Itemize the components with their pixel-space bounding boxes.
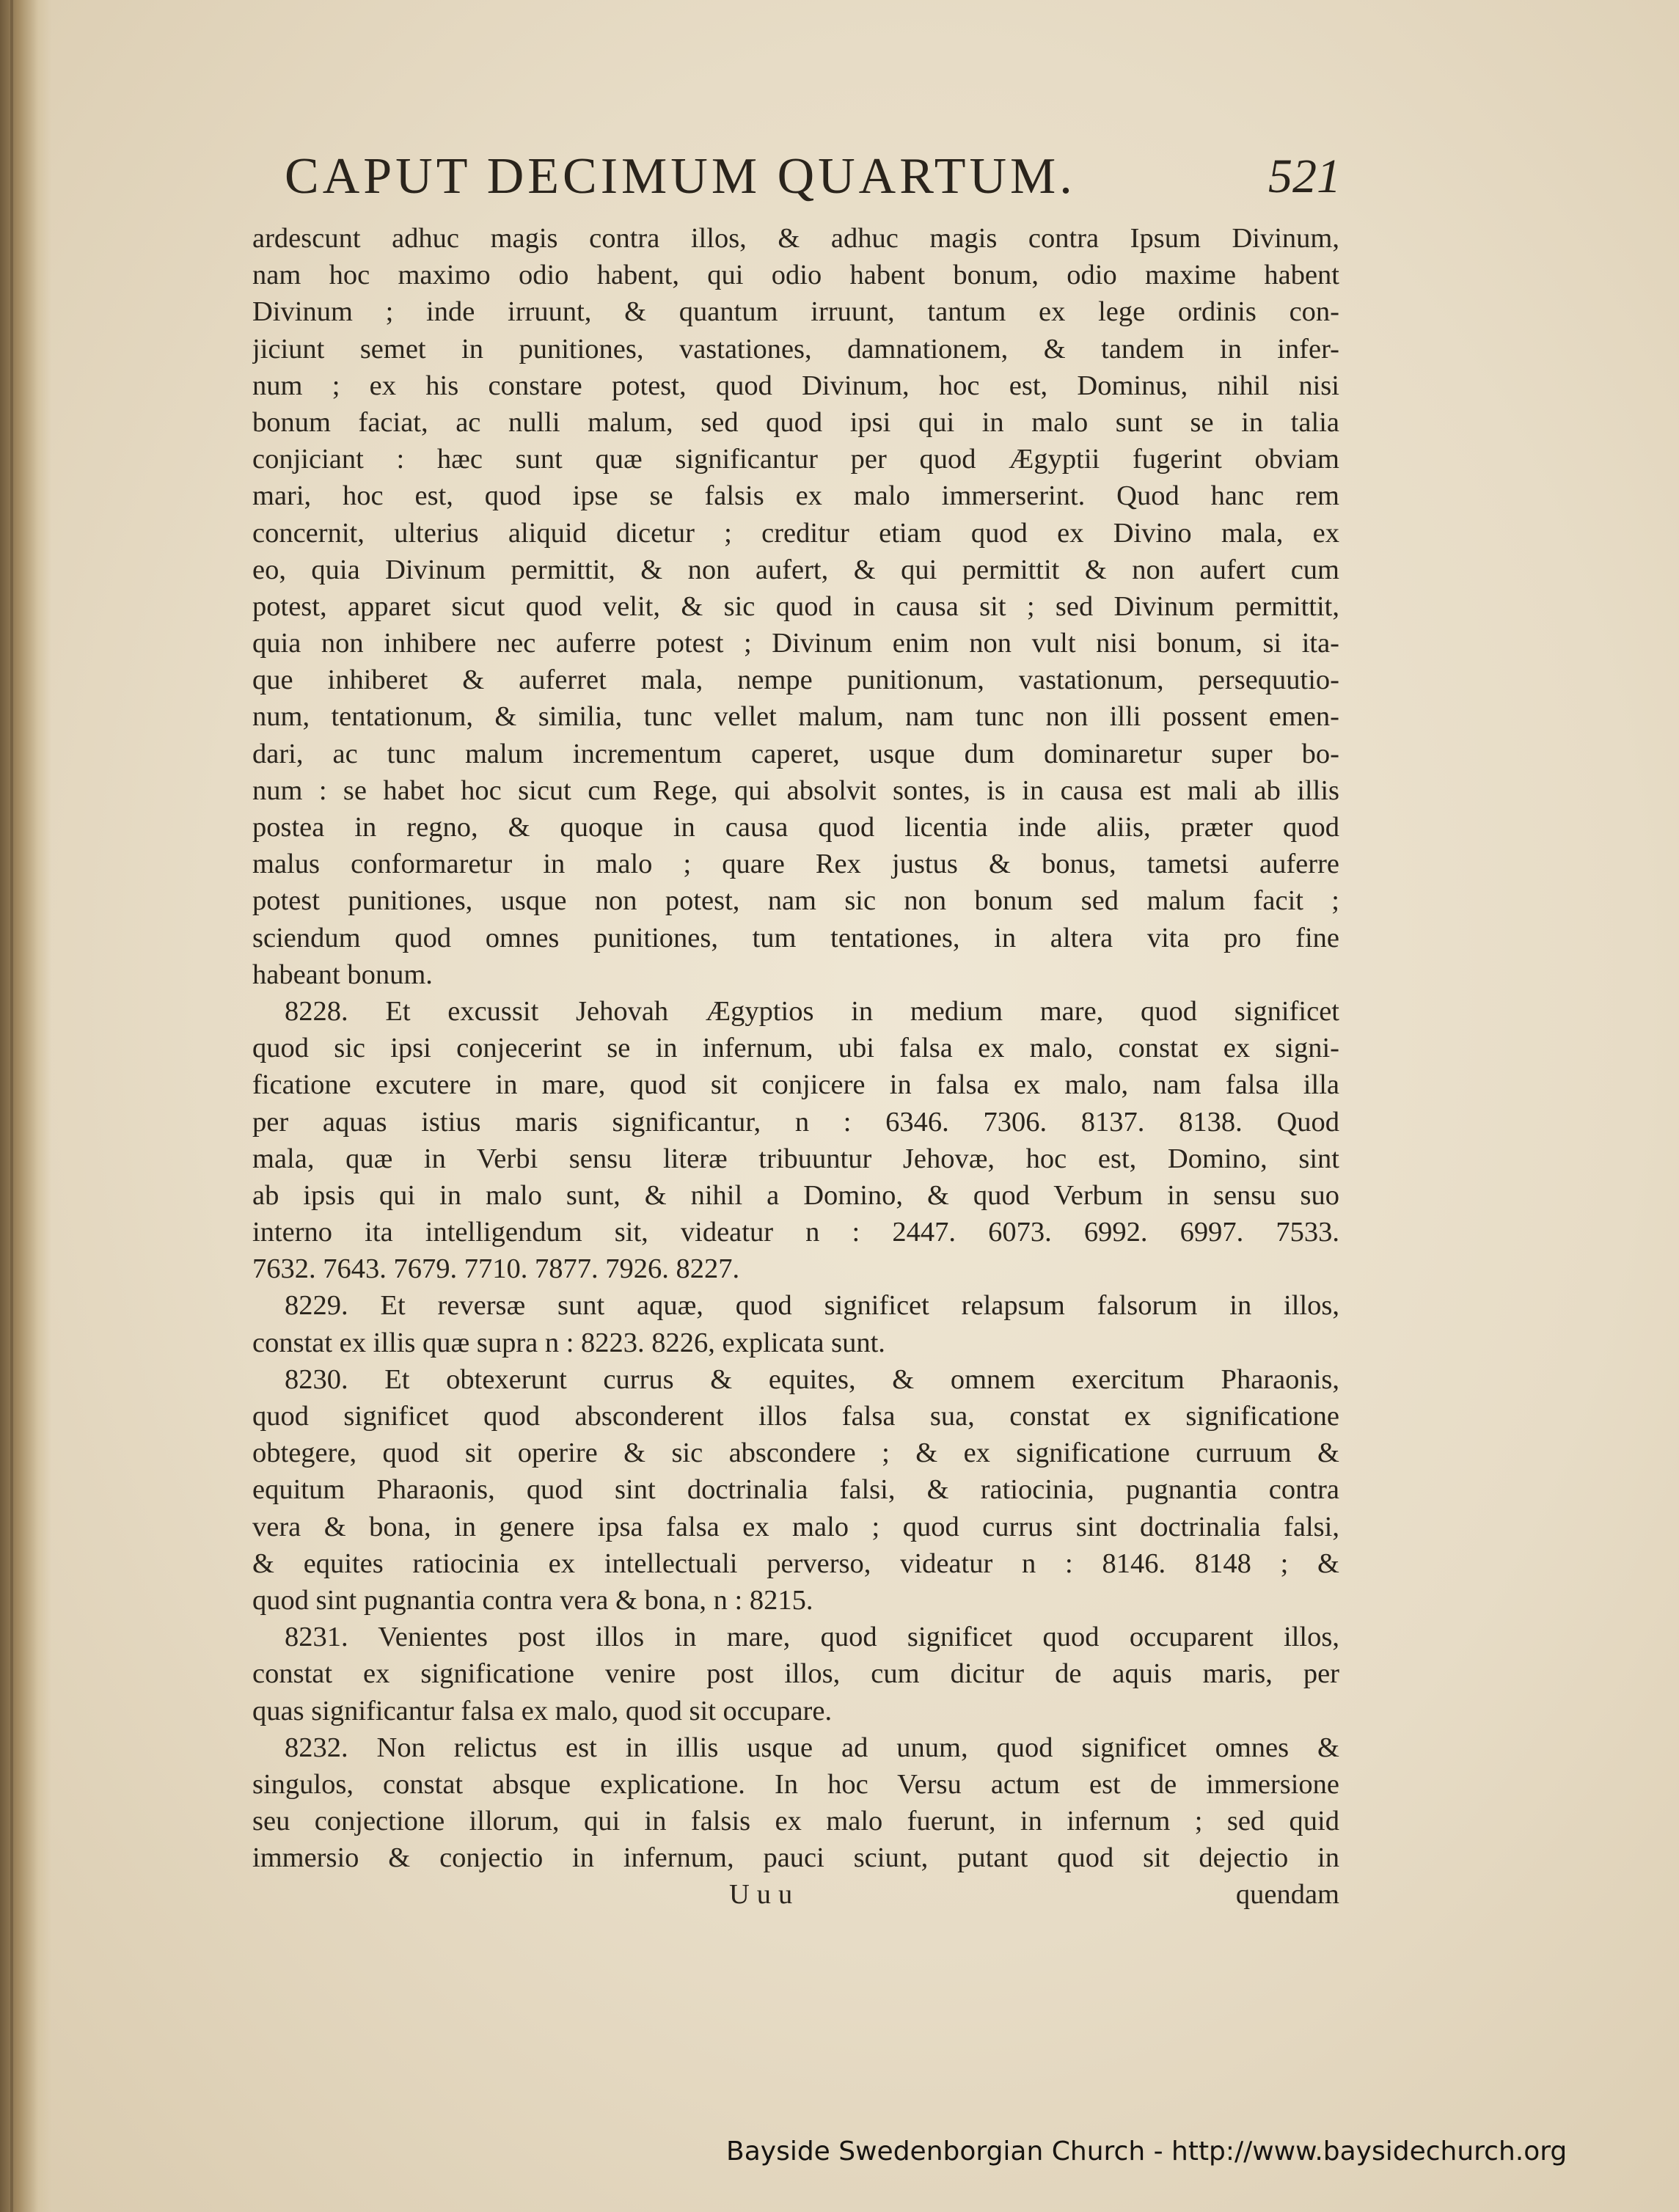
text-line: eo, quia Divinum permittit, & non aufert, & qui permittit & non aufert cum <box>252 554 1339 585</box>
text-line: malus conformaretur in malo ; quare Rex justus & bonus, tametsi auferre <box>252 849 1339 880</box>
text-line: equitum Pharaonis, quod sint doctrinalia falsi, & ratiocinia, pugnantia contra <box>252 1474 1339 1506</box>
text-line: jiciunt semet in punitiones, vastationes, damnationem, & tandem in infer- <box>252 333 1339 365</box>
text-line: mala, quæ in Verbi sensu literæ tribuuntur Jehovæ, hoc est, Domino, sint <box>252 1143 1339 1174</box>
text-line: vera & bona, in genere ipsa falsa ex malo ; quod currus sint doctrinalia falsi, <box>252 1511 1339 1542</box>
running-title: CAPUT DECIMUM QUARTUM. <box>285 148 1076 205</box>
text-line: conjiciant : hæc sunt quæ significantur per quod Ægyptii fugerint obviam <box>252 444 1339 475</box>
text-line: Divinum ; inde irruunt, & quantum irruunt, tantum ex lege ordinis con- <box>252 296 1339 328</box>
text-line: quas significantur falsa ex malo, quod sit occupare. <box>252 1695 833 1726</box>
text-line: num ; ex his constare potest, quod Divinum, hoc est, Dominus, nihil nisi <box>252 370 1339 401</box>
book-binding-shadow <box>0 0 51 2212</box>
text-line: interno ita intelligendum sit, videatur n : 2447. 6073. 6992. 6997. 7533. <box>252 1217 1339 1248</box>
page-edge <box>10 0 13 2212</box>
text-line: constat ex significatione venire post illos, cum dicitur de aquis maris, per <box>252 1658 1339 1690</box>
text-line: dari, ac tunc malum incrementum caperet, usque dum dominaretur super bo- <box>252 738 1339 769</box>
catchword: quendam <box>1235 1879 1339 1910</box>
text-line: bonum faciat, ac nulli malum, sed quod ipsi qui in malo sunt se in talia <box>252 406 1339 438</box>
text-line: 8230. Et obtexerunt currus & equites, & omnem exercitum Pharaonis, <box>285 1363 1339 1395</box>
watermark-credit: Bayside Swedenborgian Church - http://www.baysidechurch.org <box>726 2136 1568 2167</box>
text-line: 8232. Non relictus est in illis usque ad unum, quod significet omnes & <box>285 1732 1339 1763</box>
running-head <box>285 144 1341 210</box>
text-line: postea in regno, & quoque in causa quod licentia inde aliis, præter quod <box>252 812 1339 843</box>
text-line: potest, apparet sicut quod velit, & sic quod in causa sit ; sed Divinum permittit, <box>252 590 1339 622</box>
text-line: quia non inhibere nec auferre potest ; Divinum enim non vult nisi bonum, si ita- <box>252 628 1339 659</box>
page-footer <box>252 1876 1339 1913</box>
text-line: sciendum quod omnes punitiones, tum tentationes, in altera vita pro fine <box>252 922 1339 953</box>
text-line: quod sint pugnantia contra vera & bona, n : 8215. <box>252 1584 813 1616</box>
text-line: 8228. Et excussit Jehovah Ægyptios in medium mare, quod significet <box>285 995 1339 1027</box>
text-line: que inhiberet & auferret mala, nempe punitionum, vastationum, persequutio- <box>252 664 1339 696</box>
text-line: habeant bonum. <box>252 959 433 990</box>
text-line: potest punitiones, usque non potest, nam sic non bonum sed malum facit ; <box>252 885 1339 917</box>
text-line: concernit, ulterius aliquid dicetur ; creditur etiam quod ex Divino mala, ex <box>252 517 1339 549</box>
signature-mark: Uuu <box>729 1879 800 1910</box>
text-line: & equites ratiocinia ex intellectuali perverso, videatur n : 8146. 8148 ; & <box>252 1548 1339 1579</box>
text-line: num, tentationum, & similia, tunc vellet malum, nam tunc non illi possent emen- <box>252 701 1339 733</box>
text-line: immersio & conjectio in infernum, pauci sciunt, putant quod sit dejectio in <box>252 1842 1339 1874</box>
text-line: obtegere, quod sit operire & sic abscondere ; & ex significatione curruum & <box>252 1438 1339 1469</box>
text-line: constat ex illis quæ supra n : 8223. 8226, explicata sunt. <box>252 1327 885 1358</box>
text-line: singulos, constat absque explicatione. In hoc Versu actum est de immersione <box>252 1768 1339 1800</box>
text-line: ab ipsis qui in malo sunt, & nihil a Domino, & quod Verbum in sensu suo <box>252 1179 1339 1211</box>
text-line: ficatione excutere in mare, quod sit conjicere in falsa ex malo, nam falsa illa <box>252 1069 1339 1101</box>
text-line: 8231. Venientes post illos in mare, quod significet quod occuparent illos, <box>285 1622 1339 1653</box>
text-line: quod sic ipsi conjecerint se in infernum, ubi falsa ex malo, constat ex signi- <box>252 1033 1339 1064</box>
text-line: nam hoc maximo odio habent, qui odio habent bonum, odio maxime habent <box>252 260 1339 291</box>
text-line: num : se habet hoc sicut cum Rege, qui absolvit sontes, is in causa est mali ab illis <box>252 774 1339 806</box>
text-body <box>252 220 1339 1876</box>
text-line: mari, hoc est, quod ipse se falsis ex malo immerserint. Quod hanc rem <box>252 480 1339 512</box>
page-number: 521 <box>1268 150 1341 203</box>
text-line: per aquas istius maris significantur, n : 6346. 7306. 8137. 8138. Quod <box>252 1106 1339 1138</box>
text-line: 7632. 7643. 7679. 7710. 7877. 7926. 8227. <box>252 1253 740 1285</box>
text-line: quod significet quod absconderent illos falsa sua, constat ex significatione <box>252 1401 1339 1432</box>
text-line: ardescunt adhuc magis contra illos, & adhuc magis contra Ipsum Divinum, <box>252 223 1339 254</box>
text-line: seu conjectione illorum, qui in falsis ex malo fuerunt, in infernum ; sed quid <box>252 1806 1339 1837</box>
text-line: 8229. Et reversæ sunt aquæ, quod significet relapsum falsorum in illos, <box>285 1290 1339 1322</box>
